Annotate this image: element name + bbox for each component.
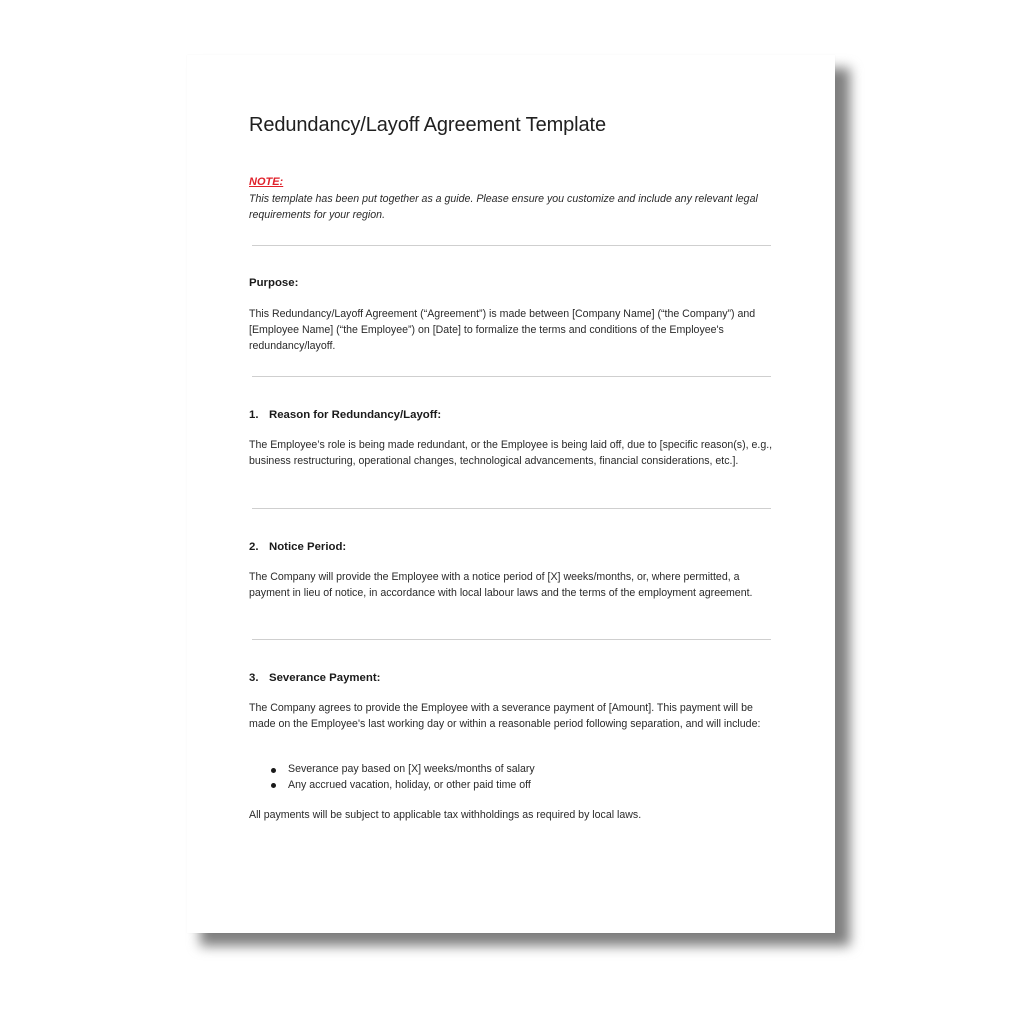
purpose-heading: Purpose: <box>249 277 299 289</box>
section-title: Reason for Redundancy/Layoff: <box>269 409 442 421</box>
divider <box>252 508 771 509</box>
document-title: Redundancy/Layoff Agreement Template <box>249 114 607 136</box>
section-3-heading <box>249 672 380 684</box>
section-number: 3. <box>249 672 259 684</box>
section-title: Severance Payment: <box>269 672 381 684</box>
note-label: NOTE: <box>249 176 284 188</box>
list-item <box>249 762 773 778</box>
section-1-text: The Employee’s role is being made redundant, or the Employee is being laid off, due to [specific reason(s), e.g., business restructuring, operational changes, technological advancements, financial considerations, etc.]. <box>249 439 773 467</box>
bullet-icon <box>271 768 276 773</box>
divider <box>252 639 771 640</box>
list-item-text: Severance pay based on [X] weeks/months of salary <box>288 763 535 775</box>
section-number: 2. <box>249 541 259 553</box>
severance-bullet-list <box>249 762 773 793</box>
section-1-heading <box>249 409 441 421</box>
section-2-heading <box>249 541 346 553</box>
section-3-text: The Company agrees to provide the Employee with a severance payment of [Amount]. This payment will be made on the Employee's last working day or within a reasonable period following separation, and will include: <box>249 702 761 730</box>
purpose-text: This Redundancy/Layoff Agreement (“Agreement”) is made between [Company Name] (“the Company”) and [Employee Name] (“the Employee”) on [Date] to formalize the terms and conditions of the Employee's redundancy/layoff. <box>249 308 756 352</box>
bullet-icon <box>271 783 276 788</box>
divider <box>252 245 771 246</box>
list-item-text: Any accrued vacation, holiday, or other paid time off <box>288 778 531 791</box>
divider <box>252 376 771 377</box>
section-title: Notice Period: <box>269 541 347 553</box>
section-2-text: The Company will provide the Employee with a notice period of [X] weeks/months, or, where permitted, a payment in lieu of notice, in accordance with local labour laws and the terms of the employment agreement. <box>249 571 753 599</box>
document-page <box>187 55 835 933</box>
section-3-footer: All payments will be subject to applicable tax withholdings as required by local laws. <box>249 809 642 821</box>
list-item <box>249 778 773 794</box>
section-number: 1. <box>249 409 259 421</box>
note-text: This template has been put together as a guide. Please ensure you customize and include any relevant legal requirements for your region. <box>249 193 758 221</box>
